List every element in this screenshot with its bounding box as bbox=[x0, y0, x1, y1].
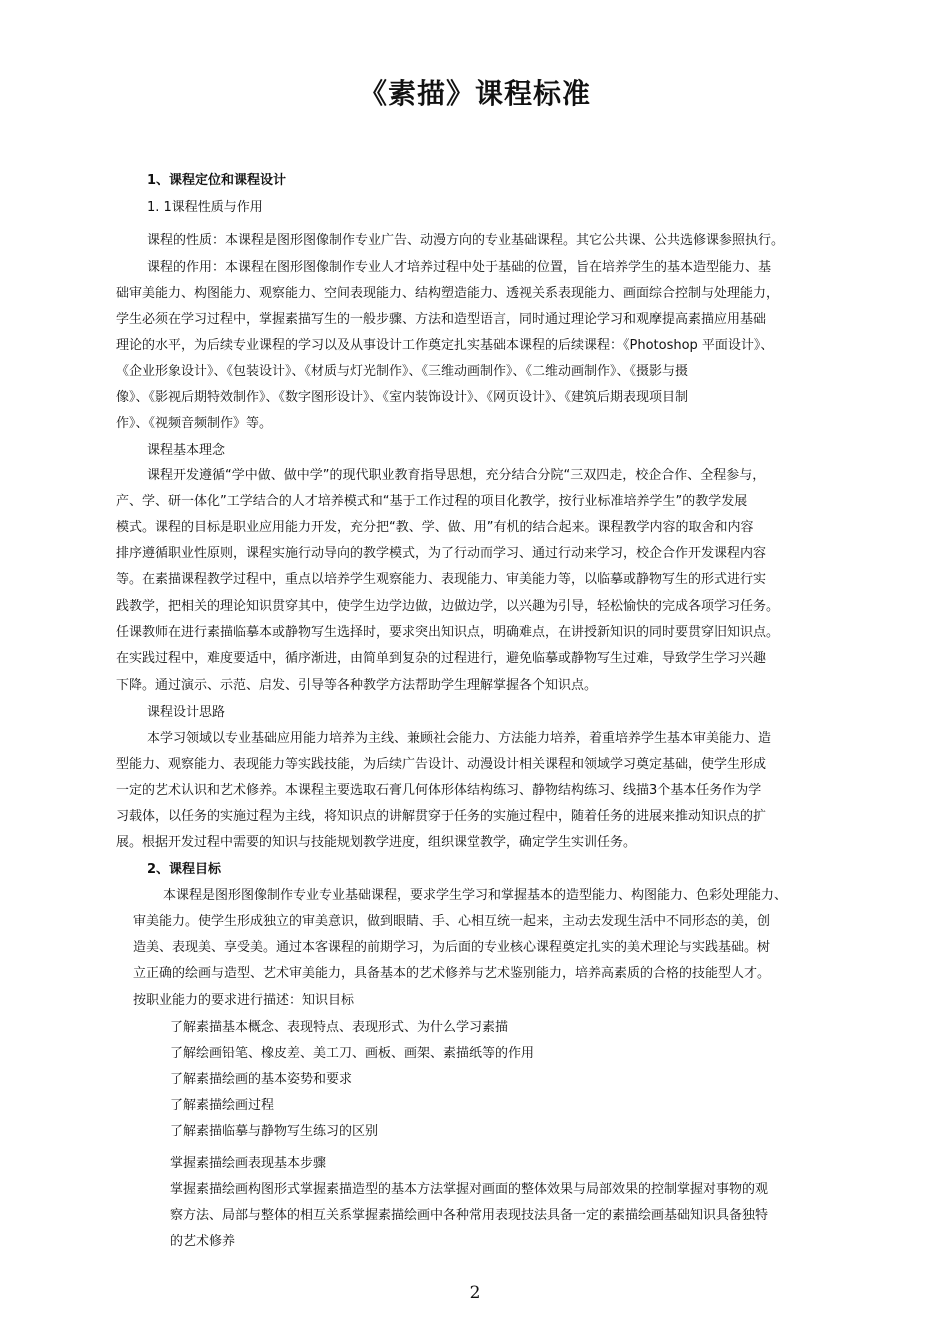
section-heading-2: 2、课程目标 bbox=[147, 862, 222, 877]
paragraph-line: 础审美能力、构图能力、观察能力、空间表现能力、结构塑造能力、透视关系表现能力、画面综合控制与处理能力， bbox=[116, 286, 780, 301]
subsection-heading: 课程设计思路 bbox=[147, 705, 226, 720]
paragraph-line: 造美、表现美、享受美。通过本客课程的前期学习，为后面的专业核心课程奠定扎实的美术理论与实践基础。树 bbox=[133, 940, 771, 955]
paragraph-line: 《企业形象设计》、《包装设计》、《材质与灯光制作》、《三维动画制作》、《二维动画制作》、《摄影与摄 bbox=[116, 364, 689, 379]
list-item: 掌握素描绘画构图形式掌握素描造型的基本方法掌握对画面的整体效果与局部效果的控制掌握对事物的观 bbox=[170, 1182, 769, 1197]
list-item: 了解素描基本概念、表现特点、表现形式、为什么学习素描 bbox=[170, 1020, 509, 1035]
section-heading-1: 1、课程定位和课程设计 bbox=[147, 173, 287, 188]
list-item: 了解素描绘画的基本姿势和要求 bbox=[170, 1072, 353, 1087]
paragraph-line: 本学习领域以专业基础应用能力培养为主线、兼顾社会能力、方法能力培养，着重培养学生基本审美能力、造 bbox=[147, 731, 772, 746]
list-item: 了解素描绘画过程 bbox=[170, 1098, 275, 1113]
paragraph-line: 课程开发遵循“学中做、做中学”的现代职业教育指导思想，充分结合分院“三双四走，校企合作、全程参与， bbox=[147, 468, 766, 483]
paragraph-line: 型能力、观察能力、表现能力等实践技能，为后续广告设计、动漫设计相关课程和领域学习奠定基础，使学生形成 bbox=[116, 757, 767, 772]
paragraph-line: 按职业能力的要求进行描述：知识目标 bbox=[133, 993, 355, 1008]
paragraph-line: 在实践过程中，难度要适中，循序渐进，由简单到复杂的过程进行，避免临摹或静物写生过难，导致学生学习兴趣 bbox=[116, 651, 767, 666]
list-item: 了解素描临摹与静物写生练习的区别 bbox=[170, 1124, 379, 1139]
paragraph-line: 审美能力。使学生形成独立的审美意识，做到眼睛、手、心相互统一起来，主动去发现生活中不同形态的美，创 bbox=[133, 914, 771, 929]
paragraph-line: 立正确的绘画与造型、艺术审美能力，具备基本的艺术修养与艺术鉴别能力，培养高素质的合格的技能型人才。 bbox=[133, 966, 771, 981]
paragraph-line: 任课教师在进行素描临摹本或静物写生选择时，要求突出知识点，明确难点，在讲授新知识的同时要贯穿旧知识点。 bbox=[116, 625, 780, 640]
paragraph-line: 一定的艺术认识和艺术修养。本课程主要选取石膏几何体形体结构练习、静物结构练习、线描3个基本任务作为学 bbox=[116, 783, 762, 798]
list-item: 了解绘画铅笔、橡皮差、美工刀、画板、画架、素描纸等的作用 bbox=[170, 1046, 535, 1061]
paragraph-line: 理论的水平，为后续专业课程的学习以及从事设计工作奠定扎实基础本课程的后续课程：《Photoshop 平面设计》、 bbox=[116, 338, 774, 353]
paragraph-line: 产、学、研一体化”工学结合的人才培养模式和“基于工作过程的项目化教学，按行业标准培养学生”的教学发展 bbox=[116, 494, 748, 509]
list-item: 的艺术修养 bbox=[170, 1234, 236, 1249]
list-item: 察方法、局部与整体的相互关系掌握素描绘画中各种常用表现技法具备一定的素描绘画基础知识具备独特 bbox=[170, 1208, 769, 1223]
paragraph-line: 排序遵循职业性原则，课程实施行动导向的教学模式，为了行动而学习、通过行动来学习，校企合作开发课程内容 bbox=[116, 546, 767, 561]
paragraph-line: 等。在素描课程教学过程中，重点以培养学生观察能力、表现能力、审美能力等，以临摹或静物写生的形式进行实 bbox=[116, 572, 767, 587]
paragraph-line: 下降。通过演示、示范、启发、引导等各种教学方法帮助学生理解掌握各个知识点。 bbox=[116, 678, 598, 693]
page-number: 2 bbox=[469, 1283, 481, 1303]
paragraph-line: 作》、《视频音频制作》等。 bbox=[116, 416, 273, 431]
list-item: 掌握素描绘画表现基本步骤 bbox=[170, 1156, 327, 1171]
paragraph-line: 学生必须在学习过程中，掌握素描写生的一般步骤、方法和造型语言，同时通过理论学习和观摩提高素描应用基础 bbox=[116, 312, 767, 327]
paragraph-line: 本课程是图形图像制作专业专业基础课程，要求学生学习和掌握基本的造型能力、构图能力、色彩处理能力、 bbox=[163, 888, 788, 903]
document-title: 《素描》课程标准 bbox=[358, 77, 591, 110]
paragraph-line: 展。根据开发过程中需要的知识与技能规划教学进度，组织课堂教学，确定学生实训任务。 bbox=[116, 835, 637, 850]
paragraph-line: 模式。课程的目标是职业应用能力开发，充分把“教、学、做、用”有机的结合起来。课程教学内容的取舍和内容 bbox=[116, 520, 754, 535]
paragraph-line: 课程的作用：本课程在图形图像制作专业人才培养过程中处于基础的位置，旨在培养学生的基本造型能力、基 bbox=[147, 260, 772, 275]
paragraph-line: 像》、《影视后期特效制作》、《数字图形设计》、《室内装饰设计》、《网页设计》、《建筑后期表现项目制 bbox=[116, 390, 689, 405]
paragraph-line: 课程的性质：本课程是图形图像制作专业广告、动漫方向的专业基础课程。其它公共课、公共选修课参照执行。 bbox=[147, 233, 785, 248]
subsection-heading: 课程基本理念 bbox=[147, 443, 226, 458]
subsection-heading-1-1: 1. 1课程性质与作用 bbox=[147, 200, 263, 215]
paragraph-line: 践教学，把相关的理论知识贯穿其中，使学生边学边做，边做边学，以兴趣为引导，轻松愉快的完成各项学习任务。 bbox=[116, 599, 780, 614]
paragraph-line: 习载体，以任务的实施过程为主线，将知识点的讲解贯穿于任务的实施过程中，随着任务的进展来推动知识点的扩 bbox=[116, 809, 767, 824]
